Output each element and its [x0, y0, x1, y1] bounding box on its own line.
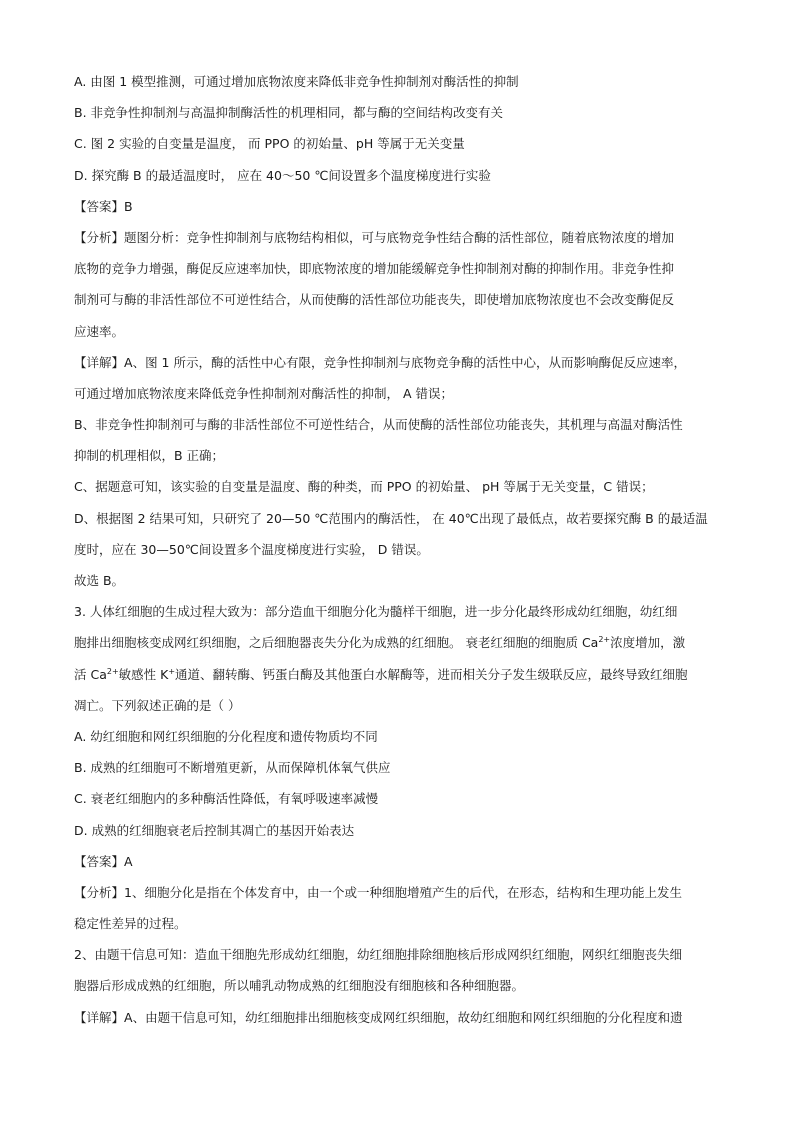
- q3-option-b: B. 成熟的红细胞可不断增殖更新，从而保障机体氧气供应: [74, 760, 391, 776]
- q3-option-c: C. 衰老红细胞内的多种酶活性降低，有氧呼吸速率减慢: [74, 791, 379, 807]
- answer-value: B: [124, 198, 133, 214]
- q3-stem-line-3: 活 $Ca^{2+}$敏感性 K+通道、翻转酶、钙蛋白酶及其他蛋白水解酶等，进而相关分子发生级联反应，最终导致红细胞: [74, 666, 688, 682]
- q2-detail-line-7: 度时，应在 30—50℃间设置多个温度梯度进行实验， D 错误。: [74, 541, 429, 557]
- q3-detail-line-1: 【详解】A、由题干信息可知，幼红细胞排出细胞核变成网红织细胞，故幼红细胞和网红织细胞的分化程度和遗: [74, 1009, 683, 1025]
- q2-analysis-line-2: 底物的竞争力增强，酶促反应速率加快，即底物浓度的增加能缓解竞争性抑制剂对酶的抑制作用。非竞争性抑: [74, 261, 675, 277]
- q3-stem-line-4: 凋亡。下列叙述正确的是（ ）: [74, 697, 241, 713]
- q3-stem-line-1: 3. 人体红细胞的生成过程大致为：部分造血干细胞分化为髓样干细胞，进一步分化最终形成幼红细胞，幼红细: [74, 604, 678, 620]
- q2-analysis-line-3: 制剂可与酶的非活性部位不可逆性结合，从而使酶的活性部位功能丧失，即使增加底物浓度也不会改变酶促反: [74, 292, 675, 308]
- q2-answer: [74, 191, 716, 222]
- document-page: [74, 66, 716, 1033]
- q3-analysis-line-3: 2、由题干信息可知：造血干细胞先形成幼红细胞，幼红细胞排除细胞核后形成网织红细胞，网织红细胞丧失细: [74, 947, 682, 963]
- q2-conclusion: 故选 B。: [74, 573, 125, 588]
- analysis-label: 【分析】: [74, 884, 125, 900]
- q3-analysis-line-1: 【分析】1、细胞分化是指在个体发育中，由一个或一种细胞增殖产生的后代，在形态，结构和生理功能上发生: [74, 884, 682, 900]
- detail-label: 【详解】: [74, 1009, 125, 1025]
- q3-option-a: A. 幼红细胞和网红织细胞的分化程度和遗传物质均不同: [74, 728, 378, 744]
- q3-stem-line-2: 胞排出细胞核变成网红织细胞，之后细胞器丧失分化为成熟的红细胞。 衰老红细胞的细胞质 $Ca^{2+}$浓度增加，激: [74, 635, 686, 651]
- q2-detail-line-6: D、根据图 2 结果可知，只研究了 20—50 ℃范围内的酶活性， 在 40℃出现了最低点，故若要探究酶 B 的最适温: [74, 510, 708, 526]
- q3-answer: [74, 846, 716, 877]
- q2-detail-line-1: 【详解】A、图 1 所示，酶的活性中心有限，竞争性抑制剂与底物竞争酶的活性中心，从而影响酶促反应速率，: [74, 354, 686, 370]
- q3-analysis-line-2: 稳定性差异的过程。: [74, 916, 187, 932]
- q2-detail-line-2: 可通过增加底物浓度来降低竞争性抑制剂对酶活性的抑制， A 错误；: [74, 385, 453, 401]
- answer-value: A: [124, 853, 133, 869]
- q2-analysis-line-1: 【分析】题图分析：竞争性抑制剂与底物结构相似，可与底物竞争性结合酶的活性部位，随着底物浓度的增加: [74, 229, 675, 245]
- q2-detail-line-5: C、据题意可知，该实验的自变量是温度、酶的种类，而 PPO 的初始量、 pH 等属于无关变量，C 错误；: [74, 479, 654, 495]
- q2-analysis-line-4: 应速率。: [74, 323, 125, 339]
- q2-option-c: C. 图 2 实验的自变量是温度， 而 PPO 的初始量、pH 等属于无关变量: [74, 136, 465, 152]
- detail-label: 【详解】: [74, 354, 125, 370]
- q2-option-b: B. 非竞争性抑制剂与高温抑制酶活性的机理相同，都与酶的空间结构改变有关: [74, 105, 504, 121]
- q2-detail-line-3: B、非竞争性抑制剂可与酶的非活性部位不可逆性结合，从而使酶的活性部位功能丧失，其机理与高温对酶活性: [74, 417, 683, 433]
- q2-option-a: A. 由图 1 模型推测，可通过增加底物浓度来降低非竞争性抑制剂对酶活性的抑制: [74, 74, 519, 89]
- q3-analysis-line-4: 胞器后形成成熟的红细胞，所以哺乳动物成熟的红细胞没有细胞核和各种细胞器。: [74, 978, 525, 994]
- answer-label: 【答案】: [74, 853, 125, 869]
- q2-detail-line-4: 抑制的机理相似，B 正确；: [74, 448, 225, 464]
- analysis-label: 【分析】: [74, 229, 125, 245]
- q2-option-d: D. 探究酶 B 的最适温度时， 应在 40～50 ℃间设置多个温度梯度进行实验: [74, 167, 491, 183]
- q3-option-d: D. 成熟的红细胞衰老后控制其凋亡的基因开始表达: [74, 822, 355, 838]
- answer-label: 【答案】: [74, 198, 125, 214]
